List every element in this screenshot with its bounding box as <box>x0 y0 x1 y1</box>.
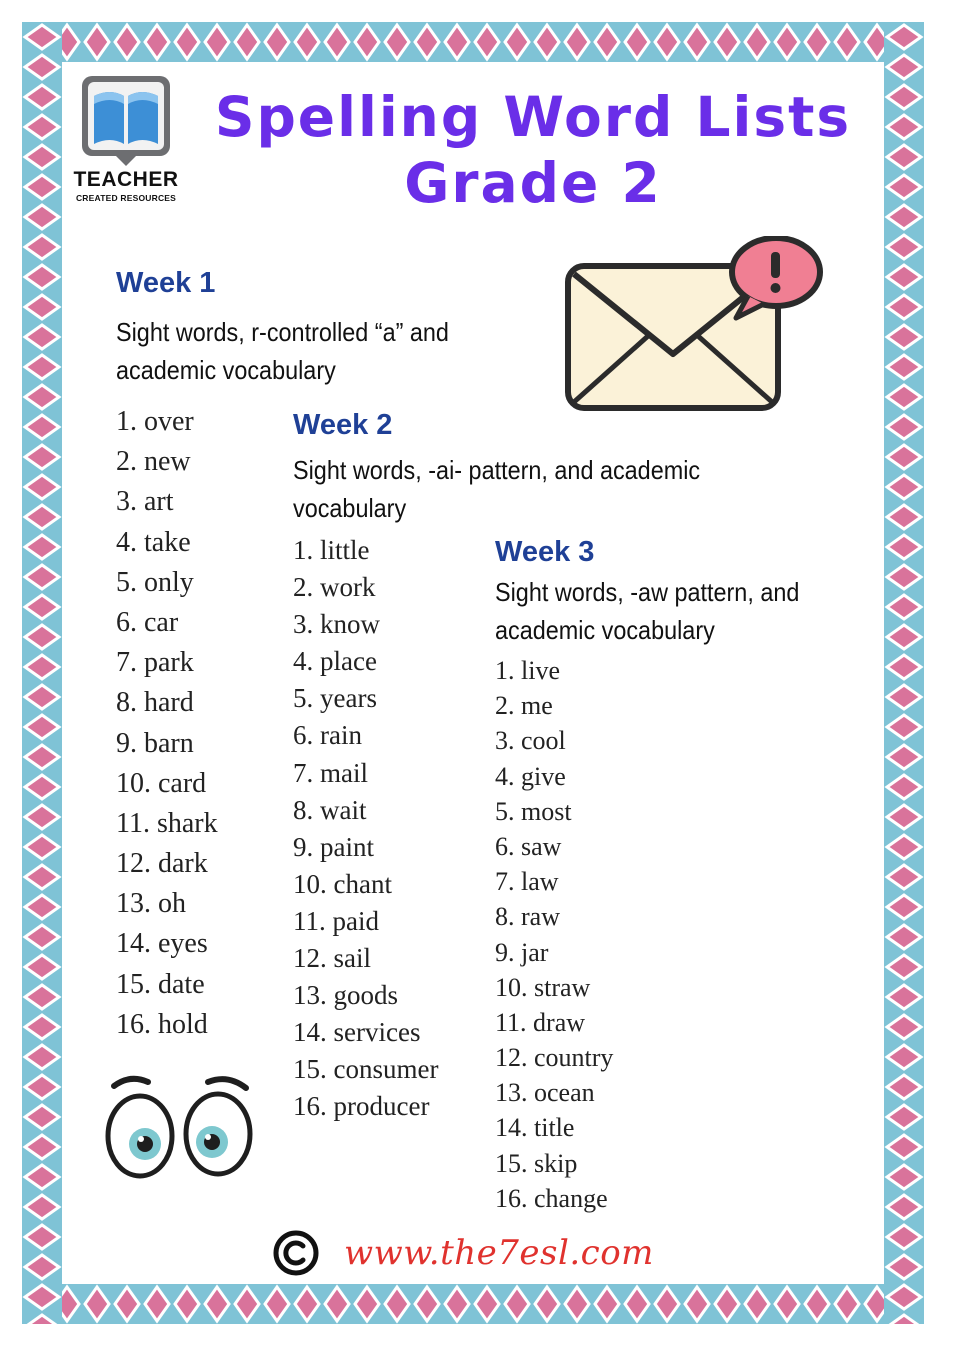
word-item: 1. live <box>495 656 560 685</box>
border-bottom <box>22 1284 924 1324</box>
word-item: 3. cool <box>495 726 566 756</box>
word-item: 5. only <box>116 566 194 598</box>
word-item: 2. new <box>116 446 191 478</box>
word-item: 15. consumer <box>293 1054 439 1085</box>
word-item: 4. take <box>116 526 191 558</box>
word-item: 9. jar <box>495 937 549 967</box>
word-item: 4. place <box>293 646 377 677</box>
week-3-description-line-1: Sight words, -aw pattern, and <box>495 577 800 607</box>
open-book-icon <box>66 74 186 166</box>
word-item: 8. wait <box>293 794 367 825</box>
word-item: 9. barn <box>116 727 194 759</box>
title-line-2: Grade 2 <box>404 151 662 215</box>
week-2-word-list <box>293 532 438 1126</box>
logo-subtitle: CREATED RESOURCES <box>75 193 177 203</box>
logo-name: TEACHER <box>73 168 179 191</box>
week-3-word-list <box>495 653 613 1216</box>
word-item: 7. law <box>495 867 559 897</box>
word-item: 15. date <box>116 968 205 1000</box>
word-item: 14. title <box>495 1113 575 1143</box>
week-1-description-line-2: academic vocabulary <box>116 355 336 385</box>
word-item: 14. services <box>293 1017 421 1048</box>
word-item: 8. raw <box>495 902 560 932</box>
week-1-title: Week 1 <box>116 267 216 299</box>
word-item: 13. goods <box>293 980 399 1011</box>
word-item: 6. car <box>116 606 179 638</box>
word-item: 11. paid <box>293 905 379 936</box>
week-3-description-line-2: academic vocabulary <box>495 615 715 645</box>
border-top <box>22 22 924 62</box>
word-item: 1. little <box>293 535 370 565</box>
word-item: 9. paint <box>293 831 374 862</box>
word-item: 13. oh <box>116 888 186 920</box>
word-item: 5. years <box>293 683 377 714</box>
word-item: 8. hard <box>116 687 194 719</box>
word-item: 2. work <box>293 572 376 603</box>
word-item: 15. skip <box>495 1148 578 1178</box>
word-item: 1. over <box>116 406 194 437</box>
word-item: 3. art <box>116 486 174 518</box>
week-1-word-list <box>116 402 218 1045</box>
envelope-alert-icon <box>560 236 830 416</box>
week-2-description <box>293 451 700 527</box>
border-left <box>22 22 62 1324</box>
border-right <box>884 22 924 1324</box>
word-item: 13. ocean <box>495 1078 595 1108</box>
footer <box>272 1228 654 1278</box>
page-title <box>188 84 878 216</box>
word-item: 12. sail <box>293 943 371 974</box>
week-3-description <box>495 573 799 649</box>
word-item: 2. me <box>495 691 553 721</box>
word-item: 10. chant <box>293 868 392 899</box>
cartoon-eyes-icon <box>100 1072 260 1182</box>
word-item: 3. know <box>293 609 380 640</box>
week-1-description <box>116 313 449 389</box>
word-item: 11. draw <box>495 1007 586 1037</box>
copyright-icon <box>272 1229 320 1277</box>
word-item: 11. shark <box>116 807 218 839</box>
word-item: 7. park <box>116 647 194 679</box>
week-2-description-line-2: vocabulary <box>293 493 407 523</box>
word-item: 10. straw <box>495 972 591 1002</box>
word-item: 6. saw <box>495 831 562 861</box>
word-item: 6. rain <box>293 720 362 751</box>
word-item: 10. card <box>116 767 207 799</box>
title-line-1: Spelling Word Lists <box>214 85 852 149</box>
word-item: 14. eyes <box>116 928 208 960</box>
word-item: 16. change <box>495 1183 608 1213</box>
week-2-description-line-1: Sight words, -ai- pattern, and academic <box>293 455 701 485</box>
word-item: 5. most <box>495 796 572 826</box>
word-item: 12. dark <box>116 848 208 880</box>
week-3-title: Week 3 <box>495 536 595 568</box>
website-link[interactable]: www.the7esl.com <box>344 1233 654 1273</box>
word-item: 12. country <box>495 1043 614 1073</box>
word-item: 7. mail <box>293 757 368 788</box>
week-2-title: Week 2 <box>293 409 393 441</box>
week-1-description-line-1: Sight words, r-controlled “a” and <box>116 317 449 347</box>
word-item: 16. hold <box>116 1008 208 1040</box>
word-item: 16. producer <box>293 1091 430 1122</box>
teacher-created-resources-logo <box>66 74 186 209</box>
word-item: 4. give <box>495 761 566 791</box>
